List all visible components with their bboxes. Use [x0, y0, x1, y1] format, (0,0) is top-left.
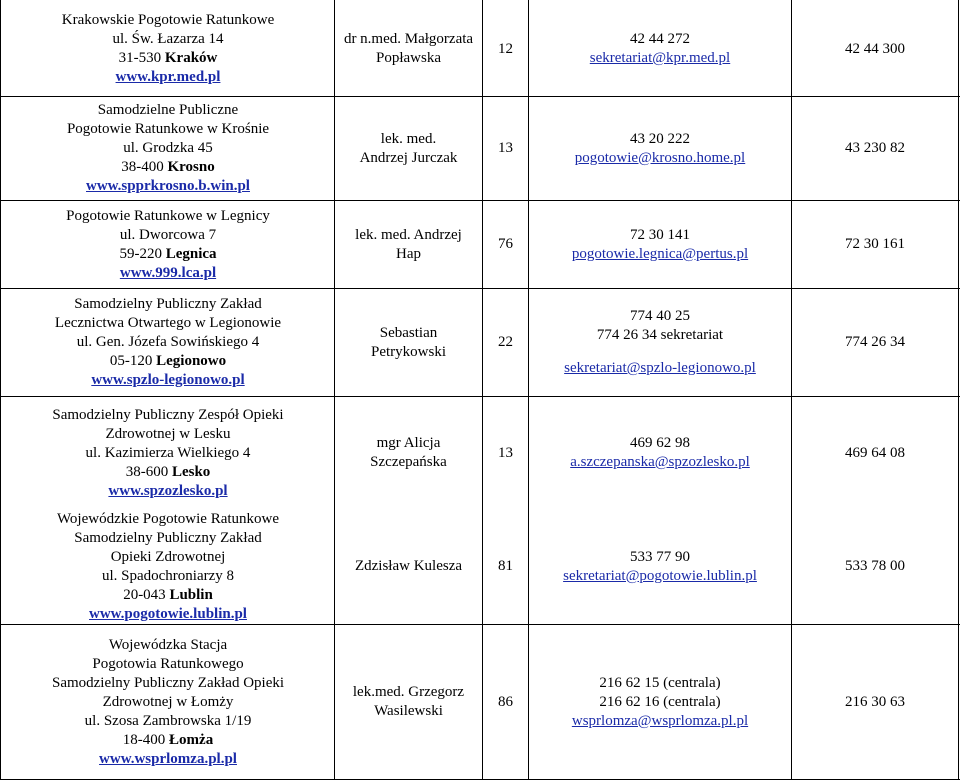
org-line-text: Opieki Zdrowotnej — [110, 548, 226, 565]
org-line — [102, 567, 234, 586]
fax-number: 43 230 82 — [845, 140, 905, 156]
table-cell-count — [483, 289, 528, 396]
city-name: Lesko — [171, 463, 211, 480]
table-cell-fax — [792, 2, 958, 96]
org-line-text: ul. Dworcowa 7 — [119, 226, 217, 243]
org-line — [77, 333, 259, 352]
director-name: lek. med. — [380, 130, 437, 147]
org-line-text: ul. Spadochroniarzy 8 — [101, 567, 235, 584]
table-cell-contact — [529, 97, 791, 200]
phone-number: 533 77 90 — [630, 548, 690, 565]
table-cell-count — [483, 397, 528, 509]
staff-count: 22 — [498, 334, 513, 350]
website-link[interactable] — [116, 68, 221, 87]
org-line — [67, 120, 269, 139]
table-cell-org — [2, 509, 334, 624]
phone-number: 216 62 16 (centrala) — [599, 693, 721, 710]
director-name: Wasilewski — [374, 703, 443, 719]
org-line-text: 18-400 — [122, 731, 170, 748]
org-line-text[interactable]: www.pogotowie.lublin.pl — [89, 605, 247, 622]
org-line-text[interactable]: www.spzozlesko.pl — [108, 482, 228, 499]
website-link[interactable] — [89, 605, 247, 624]
table-cell-contact — [529, 2, 791, 96]
director-name: Zdzisław Kulesza — [354, 558, 463, 574]
fax-number: 216 30 63 — [845, 693, 905, 710]
org-line-text[interactable]: www.spprkrosno.b.win.pl — [86, 178, 250, 194]
email-link[interactable]: sekretariat@kpr.med.pl — [589, 50, 731, 66]
org-line-text[interactable]: www.wsprlomza.pl.pl — [99, 750, 237, 767]
fax-number: 42 44 300 — [845, 40, 905, 57]
org-line — [123, 586, 213, 605]
org-line-text: 59-220 — [119, 245, 166, 262]
table-cell-fax — [792, 509, 958, 624]
email-link[interactable]: pogotowie.legnica@pertus.pl — [571, 245, 749, 262]
table-cell-director — [335, 289, 482, 396]
phone-number: 72 30 141 — [630, 226, 690, 243]
table-cell-fax — [792, 97, 958, 200]
city-name: Łomża — [169, 731, 214, 748]
org-line — [106, 425, 231, 444]
director-name: Szczepańska — [370, 454, 447, 470]
table-cell-director — [335, 2, 482, 96]
table-cell-director — [335, 397, 482, 509]
org-line-text: ul. Szosa Zambrowska 1/19 — [84, 712, 252, 729]
table-cell-count — [483, 201, 528, 288]
phone-number: 774 40 25 — [630, 308, 690, 324]
org-line-text: Pogotowia Ratunkowego — [92, 655, 244, 672]
org-line-text: Zdrowotnej w Lesku — [105, 425, 231, 442]
org-line — [109, 636, 227, 655]
director-name: Sebastian — [379, 324, 438, 341]
director-name: Popławska — [376, 50, 441, 66]
table-cell-contact — [529, 509, 791, 624]
director-name: Hap — [396, 245, 421, 262]
org-line — [62, 11, 274, 30]
org-line-text: ul. Kazimierza Wielkiego 4 — [85, 444, 251, 461]
org-line-text: ul. Grodzka 45 — [123, 140, 213, 156]
city-name: Lublin — [169, 586, 213, 603]
table-cell-director — [335, 97, 482, 200]
org-line — [57, 510, 279, 529]
fax-number: 533 78 00 — [845, 558, 905, 574]
table-cell-org — [2, 2, 334, 96]
table-cell-fax — [792, 397, 958, 509]
org-line-text: 38-600 — [125, 463, 172, 480]
org-line-text: Samodzielny Publiczny Zakład Opieki — [51, 674, 285, 691]
org-line — [126, 463, 211, 482]
table-cell-director — [335, 509, 482, 624]
org-line — [52, 406, 283, 425]
website-link[interactable] — [108, 482, 227, 501]
staff-count: 86 — [498, 693, 513, 710]
org-line — [103, 693, 234, 712]
fax-number: 72 30 161 — [845, 236, 905, 252]
org-line — [92, 655, 243, 674]
table-cell-org — [2, 397, 334, 509]
email-link[interactable]: a.szczepanska@spzozlesko.pl — [570, 454, 750, 470]
fax-number: 774 26 34 — [845, 334, 905, 350]
table-cell-director — [335, 625, 482, 779]
table-cell-org — [2, 289, 334, 396]
org-line — [52, 674, 284, 693]
email-link[interactable]: sekretariat@pogotowie.lublin.pl — [563, 567, 757, 584]
org-line-text: Samodzielny Publiczny Zakład — [74, 296, 262, 312]
city-name: Kraków — [164, 50, 218, 66]
email-link[interactable]: sekretariat@spzlo-legionowo.pl — [564, 360, 756, 376]
website-link[interactable] — [86, 177, 250, 196]
org-line — [119, 49, 218, 68]
phone-number: 42 44 272 — [630, 31, 690, 47]
phone-number: 43 20 222 — [630, 130, 690, 147]
org-line — [119, 245, 216, 264]
org-line-text: Samodzielny Publiczny Zakład — [74, 529, 262, 546]
org-line — [120, 226, 216, 245]
org-line — [111, 548, 226, 567]
table-cell-org — [2, 201, 334, 288]
website-link[interactable] — [120, 264, 216, 283]
table-cell-director — [335, 201, 482, 288]
email-link[interactable]: pogotowie@krosno.home.pl — [574, 149, 746, 166]
table-cell-org — [2, 625, 334, 779]
website-link[interactable] — [99, 750, 237, 769]
org-line-text: ul. Gen. Józefa Sowińskiego 4 — [76, 334, 260, 350]
org-line-text: 31-530 — [118, 50, 165, 66]
org-line-text: Zdrowotnej w Łomży — [102, 693, 234, 710]
org-line-text[interactable]: www.kpr.med.pl — [115, 69, 221, 85]
staff-count: 76 — [498, 236, 513, 252]
table-cell-contact — [529, 625, 791, 779]
city-name: Legnica — [165, 245, 217, 262]
org-line — [86, 444, 251, 463]
staff-count: 81 — [498, 558, 513, 574]
org-line-text: Krakowskie Pogotowie Ratunkowe — [61, 12, 275, 28]
table-border-right — [958, 0, 959, 780]
director-name: Petrykowski — [371, 343, 446, 360]
city-name: Legionowo — [156, 353, 227, 369]
org-line — [55, 314, 281, 333]
org-line — [110, 352, 226, 371]
city-name: Krosno — [167, 159, 215, 175]
org-line-text: Samodzielne Publiczne — [97, 102, 239, 118]
phone-number: 469 62 98 — [630, 435, 690, 451]
table-cell-count — [483, 509, 528, 624]
table-cell-contact — [529, 397, 791, 509]
table-cell-count — [483, 97, 528, 200]
org-line-text: 20-043 — [123, 586, 170, 603]
director-name: lek.med. Grzegorz — [352, 684, 465, 700]
org-line — [123, 731, 213, 750]
org-line — [85, 712, 252, 731]
phone-number: 774 26 34 sekretariat — [596, 327, 724, 343]
fax-number: 469 64 08 — [845, 444, 905, 461]
table-cell-fax — [792, 201, 958, 288]
org-line — [74, 529, 261, 548]
org-line-text: 38-400 — [121, 159, 168, 175]
org-line — [66, 207, 270, 226]
table-cell-count — [483, 2, 528, 96]
org-line-text: Lecznictwa Otwartego w Legionowie — [54, 315, 282, 331]
org-line-text: Pogotowie Ratunkowe w Krośnie — [66, 121, 270, 137]
org-line-text[interactable]: www.spzlo-legionowo.pl — [91, 372, 245, 388]
director-name: lek. med. Andrzej — [355, 226, 462, 243]
table-border-left — [0, 0, 1, 780]
table-cell-fax — [792, 625, 958, 779]
staff-count: 13 — [498, 444, 513, 461]
org-line-text: Samodzielny Publiczny Zespół Opieki — [52, 406, 284, 423]
org-line-text: Wojewódzka Stacja — [108, 636, 228, 653]
table-cell-contact — [529, 201, 791, 288]
org-line-text: ul. Św. Łazarza 14 — [112, 31, 224, 47]
org-line — [121, 158, 214, 177]
org-line-text[interactable]: www.999.lca.pl — [119, 264, 217, 281]
org-line — [74, 295, 261, 314]
org-line-text: Wojewódzkie Pogotowie Ratunkowe — [56, 510, 280, 527]
table-cell-org — [2, 97, 334, 200]
director-name: Andrzej Jurczak — [359, 149, 458, 166]
org-line — [112, 30, 223, 49]
table-cell-count — [483, 625, 528, 779]
org-line — [123, 139, 213, 158]
org-line-text: 05-120 — [109, 353, 157, 369]
director-name: mgr Alicja — [376, 435, 441, 451]
org-line-text: Pogotowie Ratunkowe w Legnicy — [66, 207, 270, 224]
director-name: dr n.med. Małgorzata — [343, 31, 474, 47]
website-link[interactable] — [91, 371, 244, 390]
table-cell-contact — [529, 289, 791, 396]
phone-number: 216 62 15 (centrala) — [599, 674, 721, 691]
staff-count: 13 — [498, 140, 513, 156]
org-line — [98, 101, 238, 120]
table-cell-fax — [792, 289, 958, 396]
staff-count: 12 — [498, 40, 513, 57]
email-link[interactable]: wsprlomza@wsprlomza.pl.pl — [571, 712, 749, 729]
